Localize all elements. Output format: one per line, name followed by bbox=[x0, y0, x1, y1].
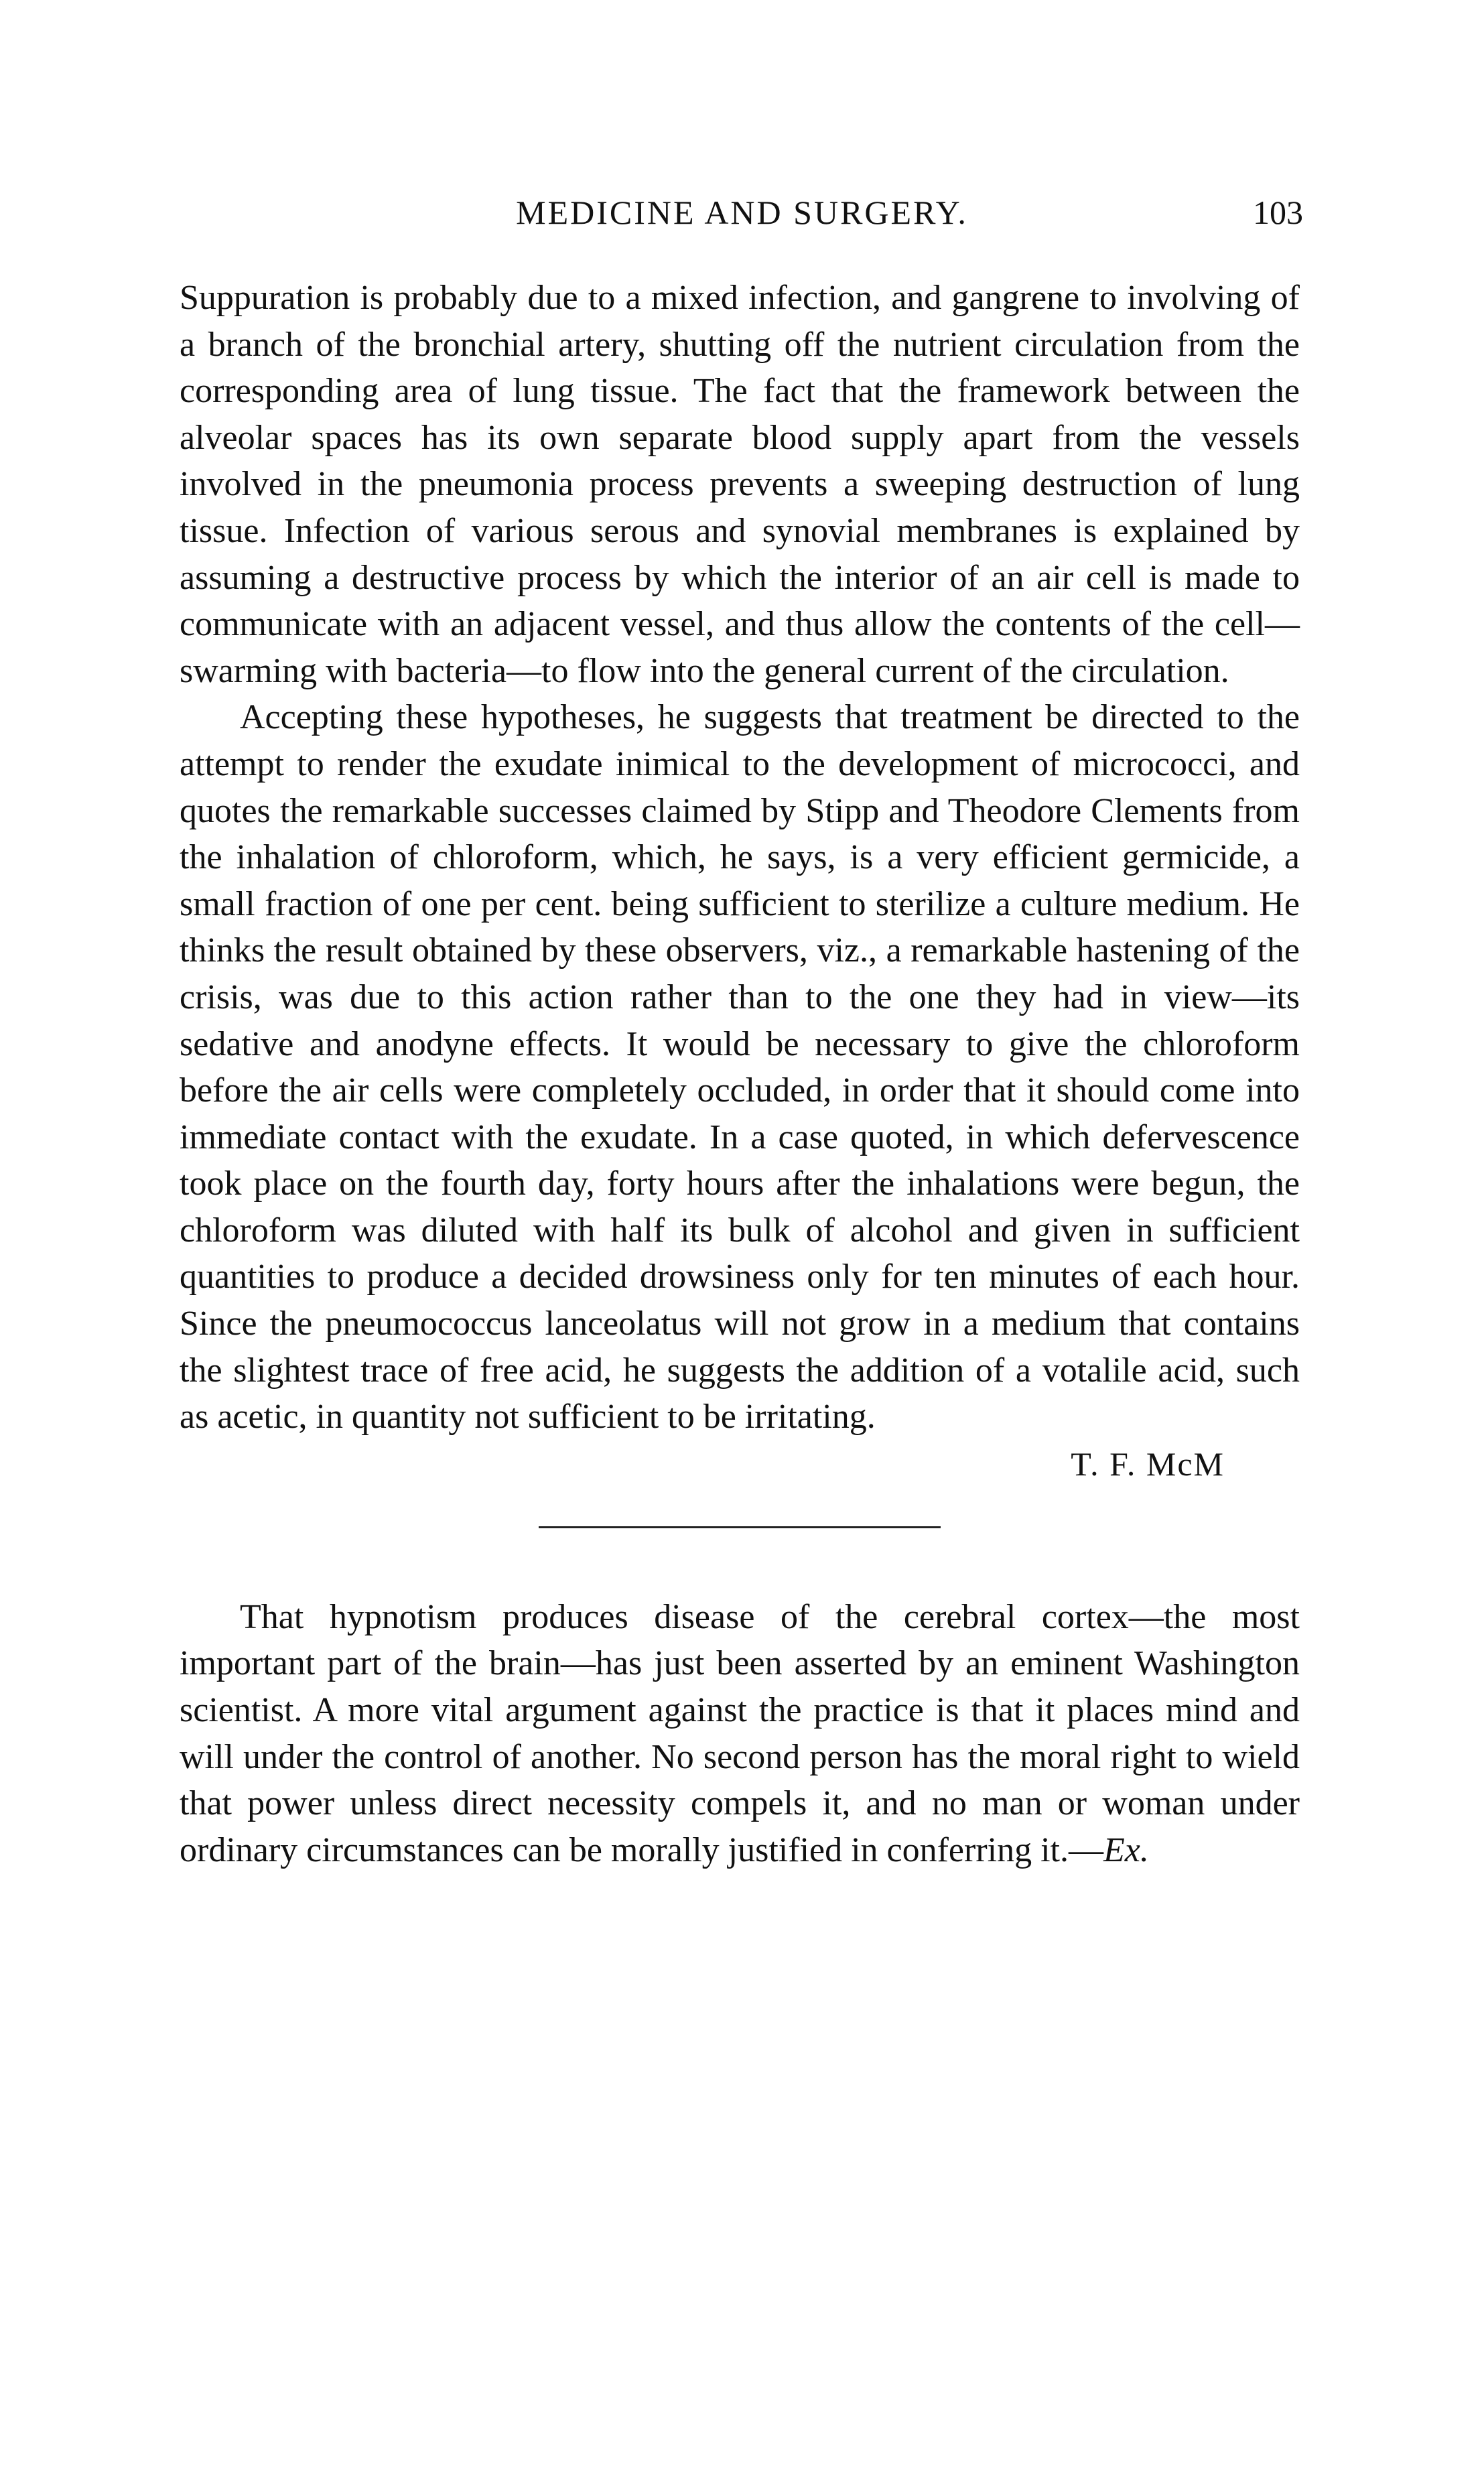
article-2-text: That hypnotism produces disease of the cerebral cortex—the most important part of the brain—has just been asserted by an eminent Washington scientist. A more vital argument against the practice is that it places mind and will under the control of another. No second person has the moral right to wield that power unless direct necessity compels it, and no man or woman under ordinary circumstances can be morally justified in conferring it.— bbox=[180, 1597, 1300, 1869]
running-title: MEDICINE AND SURGERY. bbox=[516, 194, 968, 231]
section-divider-rule bbox=[539, 1526, 941, 1528]
article-1-paragraph-2: Accepting these hypotheses, he suggests that treatment be directed to the attempt to render the exudate inimical to the development of micrococci, and quotes the remarkable successes claimed by Stipp and Theodore Clements from the inhalation of chloroform, which, he says, is a very efficient germicide, a small fraction of one per cent. being sufficient to sterilize a culture medium. He thinks the result obtained by these observers, viz., a remarkable hastening of the crisis, was due to this action rather than to the one they had in view—its sedative and anodyne effects. It would be necessary to give the chloroform before the air cells were completely occluded, in order that it should come into immediate contact with the exudate. In a case quoted, in which defervescence took place on the fourth day, forty hours after the inhalations were begun, the chloroform was diluted with half its bulk of alcohol and given in sufficient quantities to produce a decided drowsiness only for ten minutes of each hour. Since the pneumococcus lanceolatus will not grow in a medium that contains the slightest trace of free acid, he suggests the addition of a votalile acid, such as acetic, in quantity not sufficient to be irritating. bbox=[180, 698, 1300, 1436]
article-1-paragraph-1: Suppuration is probably due to a mixed infection, and gangrene to involving of a branch of the bronchial artery, shutting off the nutrient circulation from the corresponding area of lung tissue. The fact that the framework between the alveolar spaces has its own separate blood supply apart from the vessels involved in the pneumonia process prevents a sweeping destruction of lung tissue. Infection of various serous and synovial membranes is explained by assuming a destructive process by which the interior of an air cell is made to communicate with an adjacent vessel, and thus allow the contents of the cell—swarming with bacteria—to flow into the general current of the circulation. bbox=[180, 279, 1300, 690]
article-2-source: Ex. bbox=[1103, 1830, 1149, 1869]
body-text bbox=[180, 275, 1300, 1873]
page-number: 103 bbox=[1253, 194, 1303, 231]
running-head bbox=[181, 189, 1303, 236]
article-2-paragraph bbox=[180, 1594, 1300, 1874]
article-1-signature: T. F. McM bbox=[1071, 1445, 1225, 1483]
